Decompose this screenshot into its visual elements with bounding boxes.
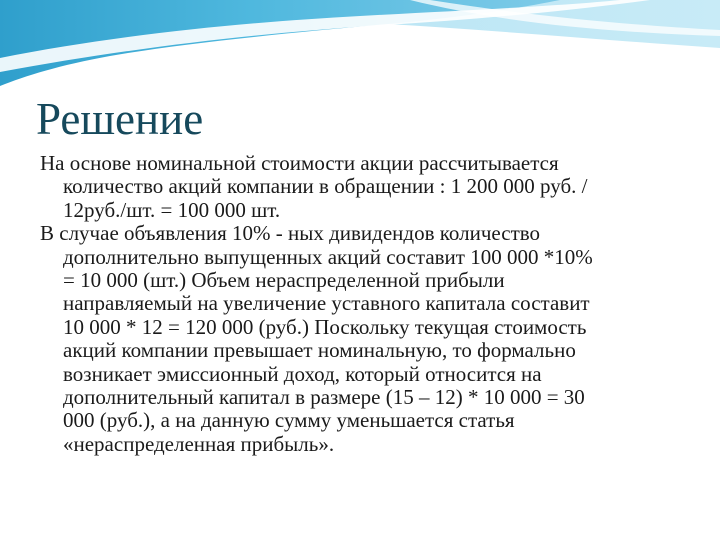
text-line: = 10 000 (шт.) Объем нераспределенной прибыли <box>63 268 505 293</box>
paragraph-2 <box>40 222 680 456</box>
paragraph-1 <box>40 152 680 222</box>
text-line: возникает эмиссионный доход, который относится на <box>63 361 542 386</box>
slide-title: Решение <box>36 94 204 144</box>
text-line: акций компании превышает номинальную, то формально <box>63 338 576 363</box>
text-line: 12руб./шт. = 100 000 шт. <box>63 197 281 222</box>
text-line: В случае объявления 10% - ных дивидендов количество <box>40 221 541 246</box>
text-line: направляемый на увеличение уставного капитала составит <box>63 291 590 316</box>
text-line: На основе номинальной стоимости акции рассчитывается <box>40 151 559 175</box>
text-line: «нераспределенная прибыль». <box>63 431 335 456</box>
text-line: 10 000 * 12 = 120 000 (руб.) Поскольку текущая стоимость <box>63 314 587 339</box>
text-line: 000 (руб.), а на данную сумму уменьшается статья <box>63 408 515 433</box>
text-line: дополнительно выпущенных акций составит 100 000 *10% <box>63 244 593 269</box>
text-line: дополнительный капитал в размере (15 – 12) * 10 000 = 30 <box>63 385 585 410</box>
slide-body <box>40 152 680 456</box>
wave-header-decoration <box>0 0 720 90</box>
text-line: количество акций компании в обращении : 1 200 000 руб. / <box>63 174 588 199</box>
